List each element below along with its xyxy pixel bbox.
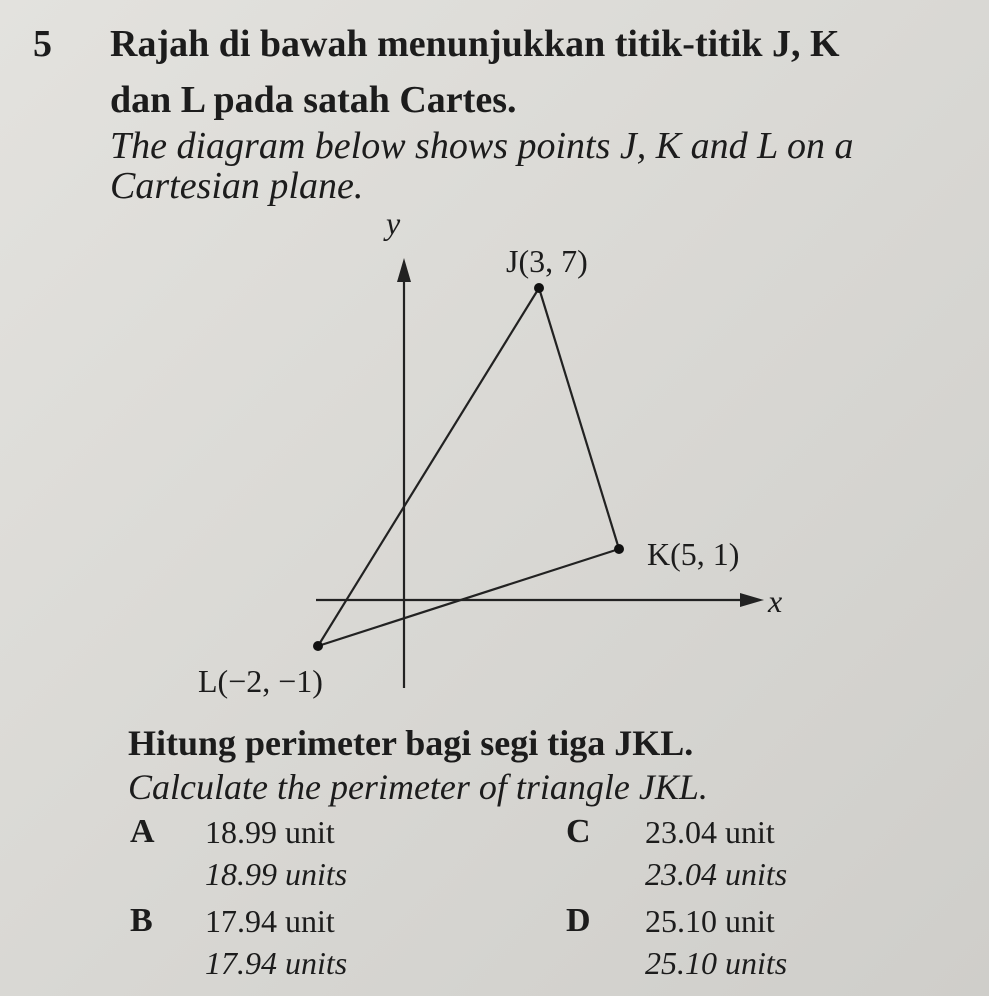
point-k-label: K(5, 1) bbox=[647, 536, 740, 572]
option-c-english: 23.04 units bbox=[645, 856, 788, 892]
side-lj bbox=[318, 288, 539, 646]
english-statement-line-1: The diagram below shows points J, K and L on a bbox=[110, 125, 854, 167]
question-number: 5 bbox=[33, 23, 52, 65]
point-j bbox=[534, 283, 544, 293]
option-d-english: 25.10 units bbox=[645, 945, 788, 981]
malay-statement-line-2: dan L pada satah Cartes. bbox=[110, 79, 517, 121]
task-malay: Hitung perimeter bagi segi tiga JKL. bbox=[128, 723, 694, 763]
point-k bbox=[614, 544, 624, 554]
option-b-letter: B bbox=[130, 902, 153, 939]
x-axis-label: x bbox=[768, 583, 783, 619]
side-jk bbox=[539, 288, 619, 549]
point-l-label: L(−2, −1) bbox=[198, 663, 323, 699]
y-axis-label: y bbox=[386, 205, 401, 241]
point-l bbox=[313, 641, 323, 651]
option-b-malay: 17.94 unit bbox=[205, 903, 335, 939]
option-d-letter: D bbox=[566, 902, 591, 939]
option-a-english: 18.99 units bbox=[205, 856, 348, 892]
option-a-letter: A bbox=[130, 813, 155, 850]
x-axis-arrow-icon bbox=[740, 593, 764, 607]
option-b-english: 17.94 units bbox=[205, 945, 348, 981]
option-d-malay: 25.10 unit bbox=[645, 903, 775, 939]
task-english: Calculate the perimeter of triangle JKL. bbox=[128, 767, 708, 807]
point-j-label: J(3, 7) bbox=[506, 243, 588, 279]
english-statement-line-2: Cartesian plane. bbox=[110, 165, 364, 207]
option-a-malay: 18.99 unit bbox=[205, 814, 335, 850]
malay-statement-line-1: Rajah di bawah menunjukkan titik-titik J, K bbox=[110, 23, 840, 65]
option-c-letter: C bbox=[566, 813, 591, 850]
option-c-malay: 23.04 unit bbox=[645, 814, 775, 850]
side-kl bbox=[318, 549, 619, 646]
y-axis-arrow-icon bbox=[397, 258, 411, 282]
